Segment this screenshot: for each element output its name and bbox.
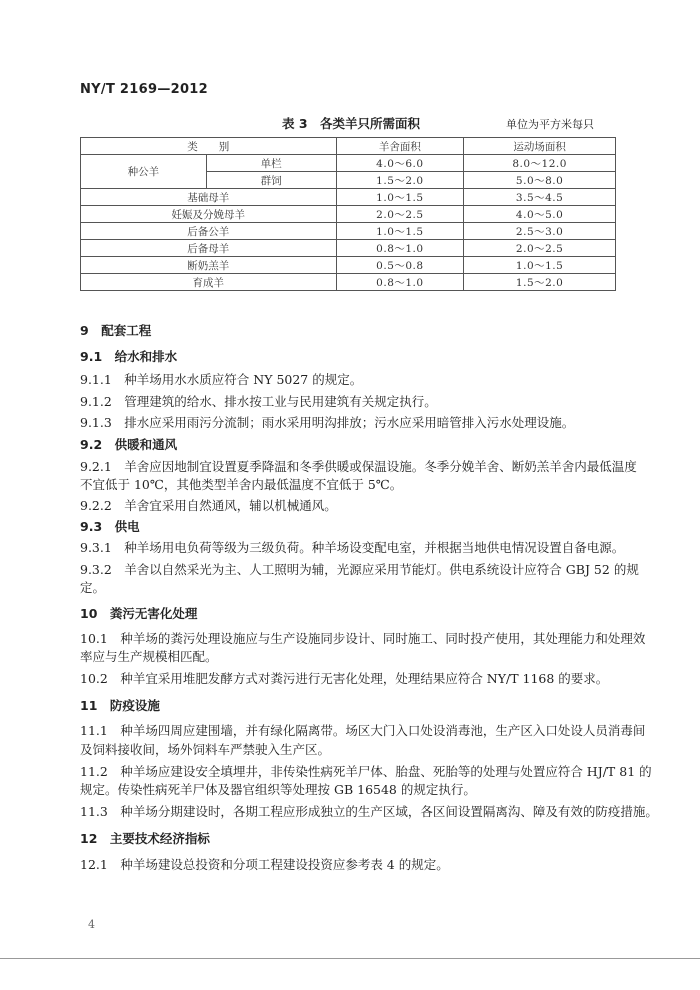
- table-row: [81, 206, 616, 223]
- section-heading-10: 10 粪污无害化处理: [80, 606, 198, 621]
- shed-value: 2.0～2.5: [336, 206, 464, 223]
- row-label: 断奶羔羊: [81, 257, 337, 274]
- shed-value: 4.0～6.0: [336, 155, 464, 172]
- section-heading-9-1: 9.1 给水和排水: [80, 349, 178, 364]
- table-row: [81, 257, 616, 274]
- section-heading-9-3: 9.3 供电: [80, 519, 140, 534]
- row-label: 基础母羊: [81, 189, 337, 206]
- table-row: [81, 240, 616, 257]
- standard-code: NY/T 2169—2012: [80, 82, 208, 97]
- clause-9-3-2-line1: 9.3.2 羊舍以自然采光为主、人工照明为辅，光源应采用节能灯。供电系统设计应符合 GBJ 52 的规: [80, 562, 639, 577]
- section-heading-9: 9 配套工程: [80, 323, 152, 338]
- yard-value: 8.0～12.0: [464, 155, 616, 172]
- row-label: 育成羊: [81, 274, 337, 291]
- yard-value: 2.0～2.5: [464, 240, 616, 257]
- yard-value: 1.5～2.0: [464, 274, 616, 291]
- table-header-row: [81, 138, 616, 155]
- shed-value: 0.8～1.0: [336, 274, 464, 291]
- bottom-rule: [0, 958, 700, 959]
- clause-9-1-1: 9.1.1 种羊场用水水质应符合 NY 5027 的规定。: [80, 372, 363, 387]
- yard-value: 3.5～4.5: [464, 189, 616, 206]
- clause-11-1-line1: 11.1 种羊场四周应建围墙，并有绿化隔离带。场区大门入口处设消毒池，生产区入口处设人员消毒间: [80, 723, 646, 738]
- section-heading-12: 12 主要技术经济指标: [80, 831, 210, 846]
- clause-11-3: 11.3 种羊场分期建设时，各期工程应形成独立的生产区域，各区间设置隔离沟、障及有效的防疫措施。: [80, 804, 658, 819]
- clause-9-3-2-line2: 定。: [80, 580, 106, 595]
- clause-11-1-line2: 及饲料接收间，场外饲料车严禁驶入生产区。: [80, 742, 331, 757]
- clause-9-1-3: 9.1.3 排水应采用雨污分流制；雨水采用明沟排放；污水应采用暗管排入污水处理设施。: [80, 415, 575, 430]
- table-row: [81, 155, 616, 172]
- clause-9-2-2: 9.2.2 羊舍宜采用自然通风，辅以机械通风。: [80, 498, 337, 513]
- table-title: 表 3 各类羊只所需面积: [282, 116, 421, 131]
- row-sublabel: 群饲: [206, 172, 336, 189]
- clause-9-3-1: 9.3.1 种羊场用电负荷等级为三级负荷。种羊场设变配电室，并根据当地供电情况设置自备电源。: [80, 540, 625, 555]
- clause-11-2-line1: 11.2 种羊场应建设安全填埋井，非传染性病死羊尸体、胎盘、死胎等的处理与处置应符合 HJ/T 81 的: [80, 764, 652, 779]
- shed-value: 0.5～0.8: [336, 257, 464, 274]
- header-yard-area: 运动场面积: [464, 138, 616, 155]
- yard-value: 4.0～5.0: [464, 206, 616, 223]
- shed-value: 1.0～1.5: [336, 189, 464, 206]
- header-shed-area: 羊舍面积: [336, 138, 464, 155]
- table-row: [81, 189, 616, 206]
- clause-9-1-2: 9.1.2 管理建筑的给水、排水按工业与民用建筑有关规定执行。: [80, 394, 437, 409]
- row-label: 后备母羊: [81, 240, 337, 257]
- header-category: 类 别: [81, 138, 337, 155]
- section-heading-11: 11 防疫设施: [80, 698, 160, 713]
- row-label: 后备公羊: [81, 223, 337, 240]
- area-table: [80, 137, 616, 291]
- section-heading-9-2: 9.2 供暖和通风: [80, 437, 178, 452]
- clause-10-1-line2: 率应与生产规模相匹配。: [80, 649, 218, 664]
- yard-value: 1.0～1.5: [464, 257, 616, 274]
- shed-value: 1.0～1.5: [336, 223, 464, 240]
- row-label: 妊娠及分娩母羊: [81, 206, 337, 223]
- clause-10-1-line1: 10.1 种羊场的粪污处理设施应与生产设施同步设计、同时施工、同时投产使用，其处理能力和处理效: [80, 631, 646, 646]
- table-unit: 单位为平方米每只: [506, 118, 594, 131]
- group-label-ram: 种公羊: [81, 155, 207, 189]
- table-row: [81, 223, 616, 240]
- shed-value: 0.8～1.0: [336, 240, 464, 257]
- yard-value: 5.0～8.0: [464, 172, 616, 189]
- yard-value: 2.5～3.0: [464, 223, 616, 240]
- clause-9-2-1-line2: 不宜低于 10℃，其他类型羊舍内最低温度不宜低于 5℃。: [80, 477, 403, 492]
- clause-10-2: 10.2 种羊宜采用堆肥发酵方式对粪污进行无害化处理，处理结果应符合 NY/T 1168 的要求。: [80, 671, 609, 686]
- clause-9-2-1-line1: 9.2.1 羊舍应因地制宜设置夏季降温和冬季供暖或保温设施。冬季分娩羊舍、断奶羔羊舍内最低温度: [80, 459, 637, 474]
- table-row: [81, 274, 616, 291]
- row-sublabel: 单栏: [206, 155, 336, 172]
- shed-value: 1.5～2.0: [336, 172, 464, 189]
- clause-12-1: 12.1 种羊场建设总投资和分项工程建设投资应参考表 4 的规定。: [80, 857, 449, 872]
- clause-11-2-line2: 规定。传染性病死羊尸体及器官组织等处理按 GB 16548 的规定执行。: [80, 782, 476, 797]
- page-number: 4: [88, 918, 95, 931]
